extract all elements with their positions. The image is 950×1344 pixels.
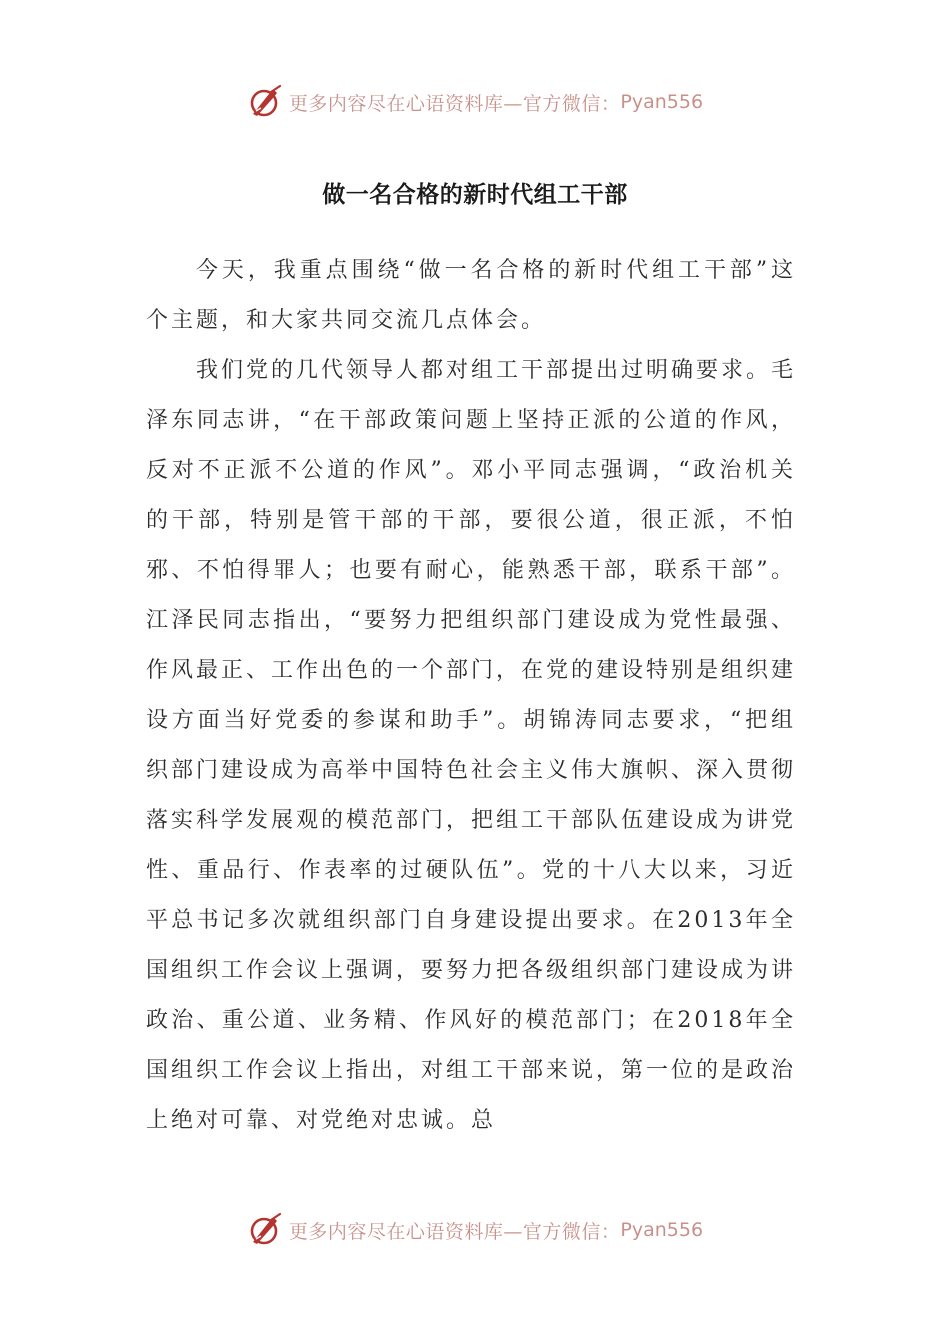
header-watermark-banner [0, 82, 950, 122]
footer-watermark-banner [0, 1210, 950, 1250]
pen-logo-icon [247, 84, 283, 120]
banner-wechat-id: Pyan556 [620, 1219, 704, 1241]
paragraph-2: 我们党的几代领导人都对组工干部提出过明确要求。毛泽东同志讲，“在干部政策问题上坚持正派的公道的作风，反对不正派不公道的作风”。邓小平同志强调，“政治机关的干部，特别是管干部的干部，要很公道，很正派，不怕邪、不怕得罪人；也要有耐心，能熟悉干部，联系干部”。江泽民同志指出，“要努力把组织部门建设成为党性最强、作风最正、工作出色的一个部门，在党的建设特别是组织建设方面当好党委的参谋和助手”。胡锦涛同志要求，“把组织部门建设成为高举中国特色社会主义伟大旗帜、深入贯彻落实科学发展观的模范部门，把组工干部队伍建设成为讲党性、重品行、作表率的过硬队伍”。党的十八大以来，习近平总书记多次就组织部门自身建设提出要求。在2013年全国组织工作会议上强调，要努力把各级组织部门建设成为讲政治、重公道、业务精、作风好的模范部门；在2018年全国组织工作会议上指出，对组工干部来说，第一位的是政治上绝对可靠、对党绝对忠诚。总 [146, 358, 797, 1133]
document-body [146, 246, 796, 1146]
pen-logo-icon [247, 1212, 283, 1248]
paragraph-1: 今天，我重点围绕“做一名合格的新时代组工干部”这个主题，和大家共同交流几点体会。 [146, 258, 796, 333]
document-title: 做一名合格的新时代组工干部 [322, 182, 628, 208]
banner-wechat-id: Pyan556 [620, 91, 704, 113]
banner-text: 更多内容尽在心语资料库—官方微信： [288, 1220, 621, 1243]
banner-text: 更多内容尽在心语资料库—官方微信： [288, 92, 621, 115]
